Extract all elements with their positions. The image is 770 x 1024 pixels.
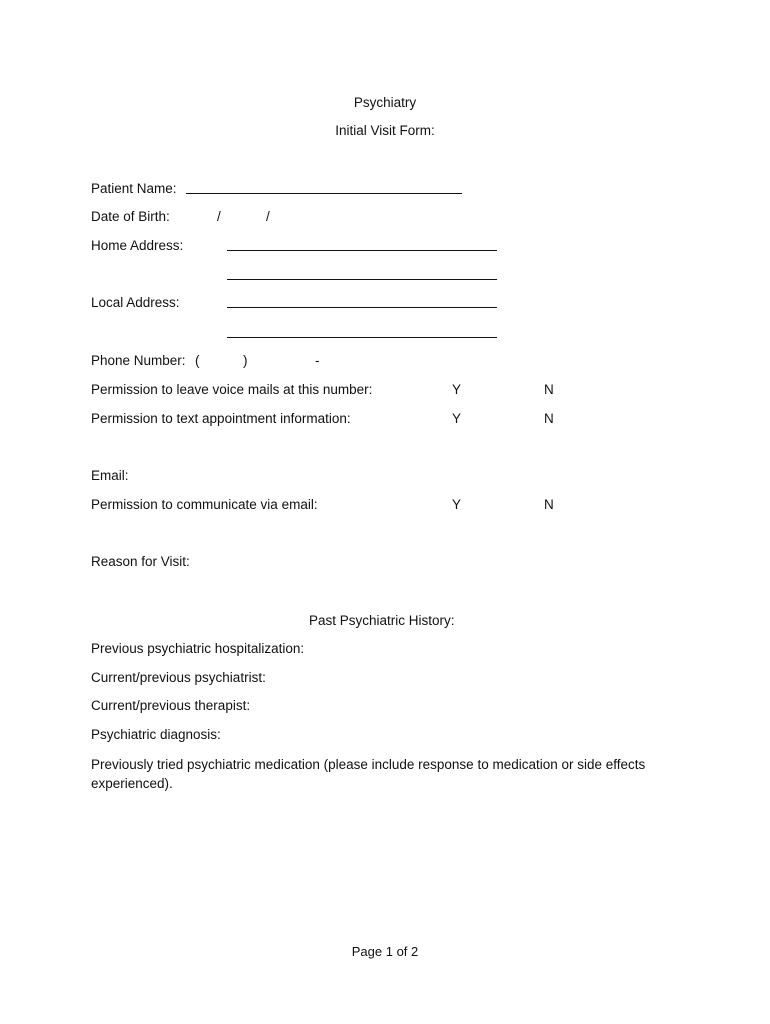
psychiatrist-label: Current/previous psychiatrist: <box>91 670 266 685</box>
dob-separator: / <box>266 209 270 224</box>
home-address-line-1[interactable] <box>227 250 497 251</box>
reason-label: Reason for Visit: <box>91 554 190 569</box>
diagnosis-label: Psychiatric diagnosis: <box>91 727 221 742</box>
email-label: Email: <box>91 468 129 483</box>
phone-paren-close: ) <box>243 353 248 368</box>
perm-voicemail-label: Permission to leave voice mails at this number: <box>91 382 373 397</box>
form-subtitle: Initial Visit Form: <box>335 123 435 138</box>
phone-dash: - <box>315 353 320 368</box>
patient-name-label: Patient Name: <box>91 181 177 196</box>
perm-voicemail-no[interactable]: N <box>544 382 554 397</box>
perm-text-yes[interactable]: Y <box>452 411 462 426</box>
page-number: Page 1 of 2 <box>351 944 419 959</box>
phone-paren-open: ( <box>195 353 200 368</box>
perm-text-no[interactable]: N <box>544 411 554 426</box>
medication-label: Previously tried psychiatric medication (please include response to medication or side effects experienced). <box>91 757 646 791</box>
history-heading: Past Psychiatric History: <box>309 613 455 628</box>
dob-label: Date of Birth: <box>91 209 170 224</box>
perm-text-label: Permission to text appointment information: <box>91 411 351 426</box>
local-address-label: Local Address: <box>91 295 180 310</box>
perm-email-no[interactable]: N <box>544 497 554 512</box>
hospitalization-label: Previous psychiatric hospitalization: <box>91 641 305 656</box>
patient-name-line[interactable] <box>186 193 462 194</box>
dob-separator: / <box>217 209 221 224</box>
perm-voicemail-yes[interactable]: Y <box>452 382 462 397</box>
form-title: Psychiatry <box>353 95 417 110</box>
home-address-label: Home Address: <box>91 238 184 253</box>
local-address-line-2[interactable] <box>227 337 497 338</box>
perm-email-yes[interactable]: Y <box>452 497 462 512</box>
therapist-label: Current/previous therapist: <box>91 698 251 713</box>
phone-label: Phone Number: <box>91 353 186 368</box>
local-address-line-1[interactable] <box>227 307 497 308</box>
perm-email-label: Permission to communicate via email: <box>91 497 318 512</box>
home-address-line-2[interactable] <box>227 279 497 280</box>
